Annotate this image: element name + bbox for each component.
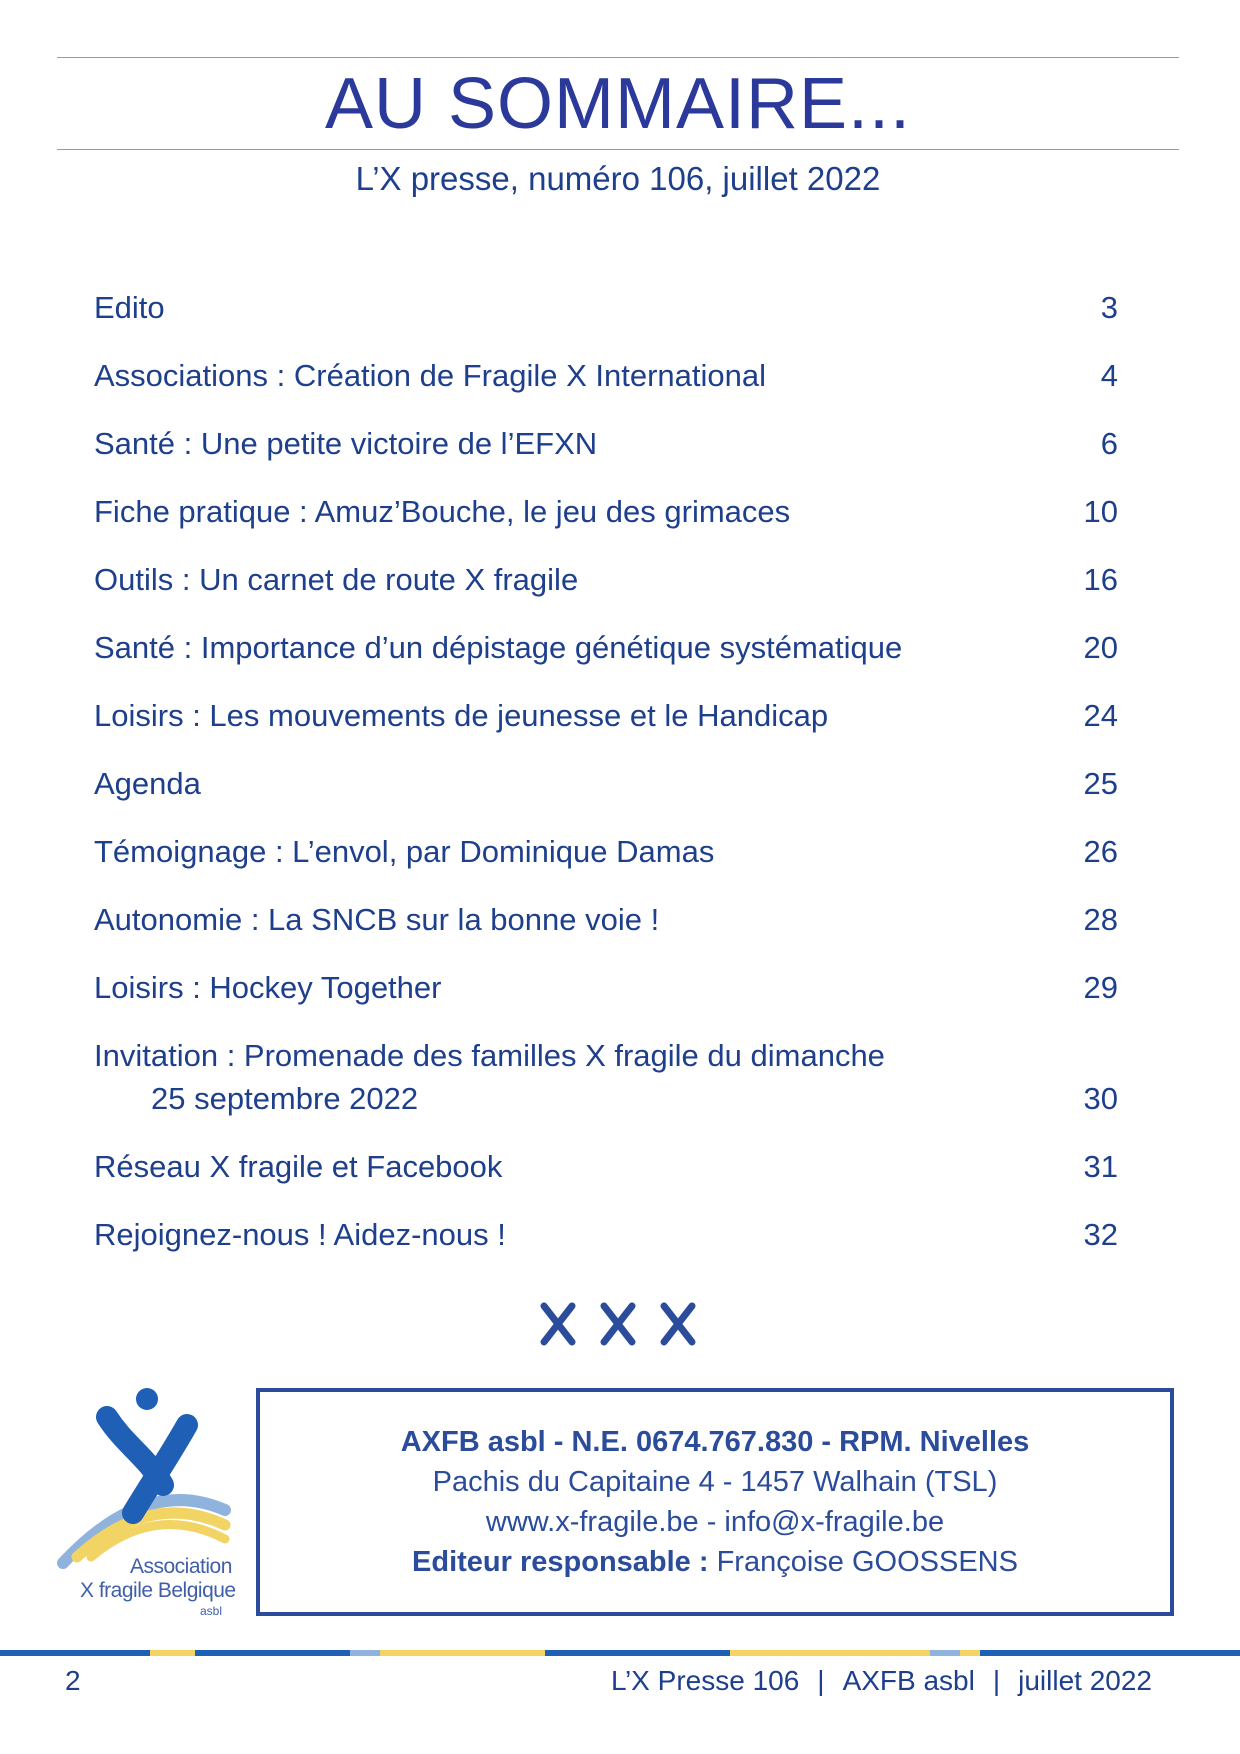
footer-publication: L’X Presse 106: [610, 1665, 800, 1696]
info-line-address: Pachis du Capitaine 4 - 1457 Walhain (TSL): [432, 1466, 998, 1498]
toc-entry-page: 4: [1100, 358, 1118, 393]
logo-text-line2: X fragile Belgique: [80, 1579, 236, 1602]
footer-separator: |: [992, 1665, 1001, 1696]
toc-entry[interactable]: [94, 354, 1118, 397]
toc-entry-text: [94, 626, 902, 669]
toc-entry-title: Témoignage : L’envol, par Dominique Damas: [94, 834, 715, 869]
toc-entry-page: 30: [1083, 1081, 1118, 1116]
toc-entry[interactable]: [94, 694, 1118, 737]
toc-entry-page: 20: [1083, 630, 1118, 665]
toc-entry[interactable]: [94, 1145, 1118, 1188]
toc-entry-page: 16: [1083, 562, 1118, 597]
toc-entry-title: Autonomie : La SNCB sur la bonne voie !: [94, 902, 660, 937]
toc-entry-title: Invitation : Promenade des familles X fragile du dimanche: [94, 1038, 885, 1073]
toc-entry-page: 24: [1083, 698, 1118, 733]
toc-entry-title: Loisirs : Les mouvements de jeunesse et le Handicap: [94, 698, 829, 733]
footer-org: AXFB asbl: [842, 1665, 975, 1696]
toc-entry-title: Santé : Importance d’un dépistage génétique systématique: [94, 630, 903, 665]
toc-entry-title: Loisirs : Hockey Together: [94, 970, 442, 1005]
toc-entry-title: Outils : Un carnet de route X fragile: [94, 562, 579, 597]
toc-entry[interactable]: [94, 422, 1118, 465]
toc-entry-page: 10: [1083, 494, 1118, 529]
toc-entry-text: [94, 1034, 885, 1120]
info-line-registration: AXFB asbl - N.E. 0674.767.830 - RPM. Nivelles: [400, 1426, 1030, 1458]
footer-color-bar: [0, 1650, 1240, 1656]
toc-entry[interactable]: [94, 898, 1118, 941]
table-of-contents: [94, 286, 1118, 1281]
toc-entry-title: Santé : Une petite victoire de l’EFXN: [94, 426, 598, 461]
toc-entry-title: Agenda: [94, 766, 201, 801]
toc-entry[interactable]: [94, 1034, 1118, 1120]
toc-entry-text: [94, 422, 597, 465]
toc-entry-title-continued: 25 septembre 2022: [151, 1081, 419, 1116]
toc-entry[interactable]: [94, 830, 1118, 873]
editor-label: Editeur responsable :: [412, 1546, 709, 1578]
toc-entry-text: [94, 966, 441, 1009]
info-line-editor: [412, 1542, 1018, 1582]
toc-entry[interactable]: [94, 626, 1118, 669]
toc-entry-page: 29: [1083, 970, 1118, 1005]
toc-entry-text: [94, 286, 165, 329]
toc-entry-page: 6: [1100, 426, 1118, 461]
website-link[interactable]: www.x-fragile.be - info@x-fragile.be: [485, 1506, 945, 1538]
toc-entry-text: [94, 1145, 502, 1188]
toc-entry[interactable]: [94, 490, 1118, 533]
publisher-info-box: [256, 1388, 1174, 1616]
toc-entry-text: [94, 354, 766, 397]
toc-entry-page: 28: [1083, 902, 1118, 937]
toc-entry-page: 26: [1083, 834, 1118, 869]
toc-entry[interactable]: [94, 286, 1118, 329]
toc-entry-title: Rejoignez-nous ! Aidez-nous !: [94, 1217, 506, 1252]
toc-entry[interactable]: [94, 1213, 1118, 1256]
footer-date: juillet 2022: [1018, 1665, 1152, 1696]
logo-text-line3: asbl: [200, 1604, 223, 1618]
toc-entry-text: [94, 830, 714, 873]
toc-entry-page: 3: [1100, 290, 1118, 325]
page-title: AU SOMMAIRE...: [324, 64, 912, 144]
toc-entry[interactable]: [94, 762, 1118, 805]
footer-publication-info: [611, 1665, 1152, 1697]
toc-entry-page: 31: [1083, 1149, 1118, 1184]
footer-separator: |: [817, 1665, 825, 1696]
editor-name: Françoise GOOSSENS: [716, 1546, 1018, 1578]
toc-entry-text: [94, 694, 828, 737]
info-line-contact: [486, 1502, 944, 1542]
toc-entry-text: [94, 1213, 506, 1256]
logo-text-line1: Association: [130, 1555, 232, 1578]
toc-entry-page: 25: [1083, 766, 1118, 801]
toc-entry-text: [94, 762, 201, 805]
toc-entry-page: 32: [1083, 1217, 1118, 1252]
toc-entry[interactable]: [94, 558, 1118, 601]
toc-entry-title: Edito: [94, 290, 165, 325]
top-rule: [57, 57, 1179, 58]
toc-entry-title: Fiche pratique : Amuz’Bouche, le jeu des grimaces: [94, 494, 791, 529]
toc-entry-title: Associations : Création de Fragile X International: [94, 358, 767, 393]
xxx-ornament-icon: [540, 1300, 700, 1348]
toc-entry-text: [94, 490, 790, 533]
footer-page-number: 2: [65, 1665, 81, 1696]
toc-entry-text: [94, 558, 578, 601]
title-rule: [57, 149, 1179, 150]
toc-entry-text: [94, 898, 659, 941]
toc-entry[interactable]: [94, 966, 1118, 1009]
toc-entry-title: Réseau X fragile et Facebook: [94, 1149, 503, 1184]
issue-subtitle: L’X presse, numéro 106, juillet 2022: [355, 160, 881, 197]
